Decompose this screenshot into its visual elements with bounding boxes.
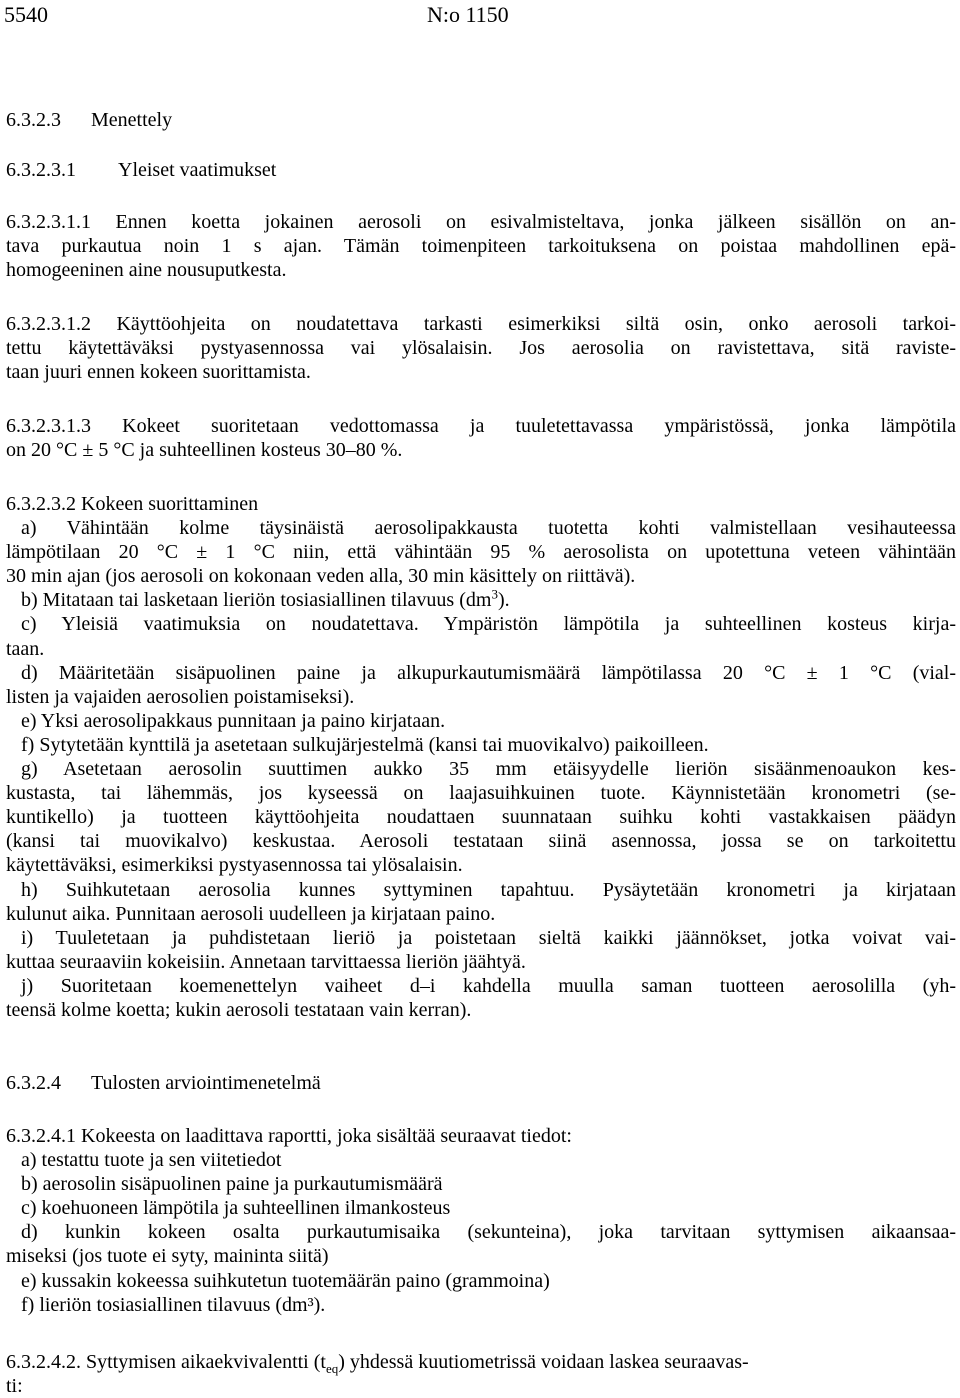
text-line: käytettäväksi, esimerkiksi pystyasennossa tai ylösalaisin. xyxy=(6,854,463,877)
text-line xyxy=(6,1350,956,1374)
page-number: 5540 xyxy=(4,2,48,27)
text-line: listen ja vajaiden aerosolien poistamiseksi). xyxy=(6,685,355,708)
list-item-c: c) koehuoneen lämpötila ja suhteellinen ilmankosteus xyxy=(21,1197,451,1220)
text-line: (kansi tai muovikalvo) keskustaa. Aerosoli testataan siinä asennossa, jossa se on tarkoitettu xyxy=(6,830,956,853)
list-item-f: f) lieriön tosiasiallinen tilavuus (dm³). xyxy=(21,1293,326,1316)
list-item-h: h) Suihkutetaan aerosolia kunnes syttyminen tapahtuu. Pysäytetään kronometri ja kirjataan xyxy=(21,878,956,901)
text-line: on 20 °C ± 5 °C ja suhteellinen kosteus 30–80 %. xyxy=(6,439,403,462)
list-item-a: a) testattu tuote ja sen viitetiedot xyxy=(21,1149,282,1172)
text-line: 6.3.2.3.1.2 Käyttöohjeita on noudatettava tarkasti esimerkiksi siltä osin, onko aerosoli tarkoi- xyxy=(6,313,956,335)
subscript: eq xyxy=(325,1361,339,1376)
paragraph-6-3-2-3-1-1 xyxy=(6,210,956,282)
section-title: Menettely xyxy=(91,109,173,131)
list-item-f: f) Sytytetään kynttilä ja asetetaan sulkujärjestelmä (kansi tai muovikalvo) paikoilleen. xyxy=(21,733,709,756)
paragraph-6-3-2-3-2 xyxy=(6,492,956,1022)
text-line: teensä kolme koetta; kukin aerosoli testataan vain kerran). xyxy=(6,998,472,1021)
section-heading-6-3-2-3-1 xyxy=(6,158,956,182)
text-run: b) Mitataan tai lasketaan lieriön tosiasiallinen tilavuus (dm xyxy=(21,589,492,612)
text-line: kuntikello) ja tuotteen käyttöohjeita noudattaen suunnataan suihku kohti vastakkaisen päädyn xyxy=(6,806,956,829)
subsection-title: 6.3.2.3.2 Kokeen suorittaminen xyxy=(6,493,259,515)
paragraph-6-3-2-3-1-2 xyxy=(6,312,956,384)
text-line: kustasta, tai lähemmäs, jos kyseessä on laajasuihkuinen tuote. Käynnistetään kronometri (se- xyxy=(6,782,956,805)
text-run: ) yhdessä kuutiometrissä voidaan laskea seuraavas- xyxy=(338,1351,749,1373)
section-number: 6.3.2.4 xyxy=(6,1072,61,1094)
list-item-b xyxy=(6,588,956,612)
list-item-e: e) kussakin kokeessa suihkutetun tuotemäärän paino (grammoina) xyxy=(21,1269,550,1292)
list-item-c: c) Yleisiä vaatimuksia on noudatettava. Ympäristön lämpötila ja suhteellinen kosteus kirja- xyxy=(21,613,956,636)
list-item-i: i) Tuuletetaan ja puhdistetaan lieriö ja poistetaan sieltä kaikki jäännökset, jotka voivat vai- xyxy=(21,926,956,949)
text-line: 6.3.2.3.1.3 Kokeet suoritetaan vedottomassa ja tuuletettavassa ympäristössä, jonka lämpötila xyxy=(6,415,956,437)
superscript: 3 xyxy=(491,586,498,602)
section-title: Yleiset vaatimukset xyxy=(118,159,277,181)
list-item-d: d) kunkin kokeen osalta purkautumisaika (sekunteina), joka tarvitaan syttymisen aikaansaa- xyxy=(21,1221,956,1244)
text-run: 6.3.2.4.2. Syttymisen aikaekvivalentti (t xyxy=(6,1351,326,1373)
list-item-j: j) Suoritetaan koemenettelyn vaiheet d–i kahdella muulla saman tuotteen aerosolilla (yh- xyxy=(21,974,956,997)
subsection-title: 6.3.2.4.1 Kokeesta on laadittava raportti, joka sisältää seuraavat tiedot: xyxy=(6,1125,572,1147)
text-line: 30 min ajan (jos aerosoli on kokonaan veden alla, 30 min käsittely on riittävä). xyxy=(6,565,636,588)
issue-number: N:o 1150 xyxy=(427,2,509,27)
text-line: ti: xyxy=(6,1375,23,1398)
text-line: taan. xyxy=(6,637,45,660)
list-item-b: b) aerosolin sisäpuolinen paine ja purkautumismäärä xyxy=(21,1173,443,1196)
list-item-d: d) Määritetään sisäpuolinen paine ja alkupurkautumismäärä lämpötilassa 20 °C ± 1 °C (vial- xyxy=(21,661,956,684)
text-line: tava purkautua noin 1 s ajan. Tämän toimenpiteen tarkoituksena on poistaa mahdollinen epä- xyxy=(6,235,956,258)
paragraph-6-3-2-3-1-3 xyxy=(6,414,956,462)
section-number: 6.3.2.3 xyxy=(6,109,61,131)
paragraph-6-3-2-4-1 xyxy=(6,1124,956,1317)
section-heading-6-3-2-3 xyxy=(6,108,956,132)
text-line: taan juuri ennen kokeen suorittamista. xyxy=(6,361,311,384)
text-line: tettu käytettäväksi pystyasennossa vai ylösalaisin. Jos aerosolia on ravistettava, sitä raviste- xyxy=(6,337,956,360)
paragraph-6-3-2-4-2 xyxy=(6,1350,956,1398)
section-number: 6.3.2.3.1 xyxy=(6,159,76,181)
text-run: ). xyxy=(497,589,510,612)
section-heading-6-3-2-4 xyxy=(6,1071,956,1095)
text-line: kulunut aika. Punnitaan aerosoli uudelleen ja kirjataan paino. xyxy=(6,902,496,925)
list-item-e: e) Yksi aerosolipakkaus punnitaan ja paino kirjataan. xyxy=(21,709,446,732)
list-item-g: g) Asetetaan aerosolin suuttimen aukko 35 mm etäisyydelle lieriön sisäänmenoaukon kes- xyxy=(21,758,956,781)
text-line: kuttaa seuraaviin kokeisiin. Annetaan tarvittaessa lieriön jäähtyä. xyxy=(6,950,526,973)
text-line: 6.3.2.3.1.1 Ennen koetta jokainen aerosoli on esivalmisteltava, jonka jälkeen sisällön on an- xyxy=(6,211,956,233)
list-item-a: a) Vähintään kolme täysinäistä aerosolipakkausta tuotetta kohti valmistellaan vesihauteessa xyxy=(21,517,956,540)
text-line: miseksi (jos tuote ei syty, maininta siitä) xyxy=(6,1245,329,1268)
text-line: homogeeninen aine nousuputkesta. xyxy=(6,259,287,282)
text-line: lämpötilaan 20 °C ± 1 °C niin, että vähintään 95 % aerosolista on upotettuna veteen vähintään xyxy=(6,541,956,564)
section-title: Tulosten arviointimenetelmä xyxy=(91,1072,321,1094)
